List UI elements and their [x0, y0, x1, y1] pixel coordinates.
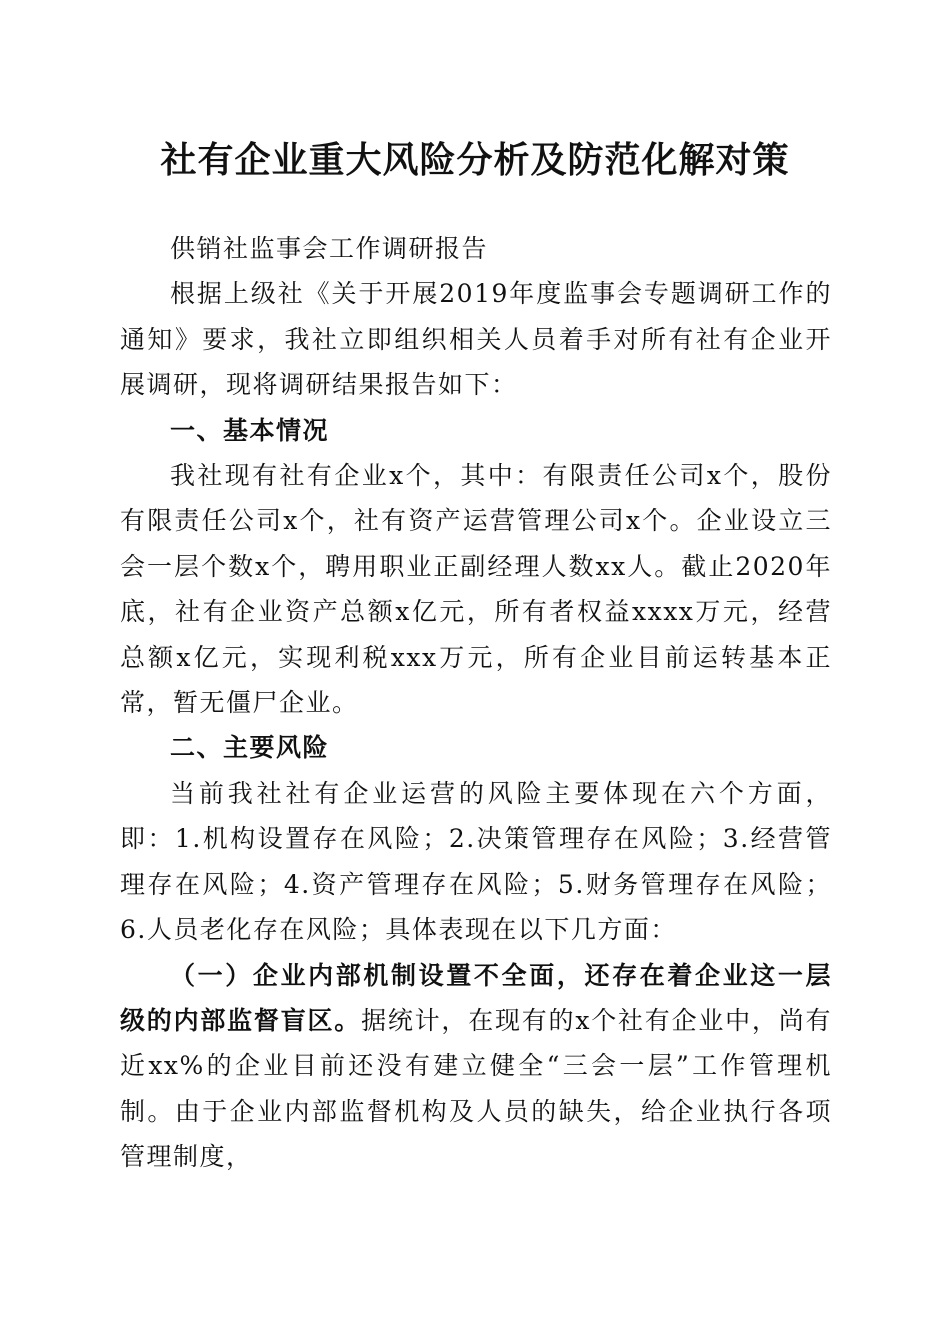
basic-situation-paragraph: 我社现有社有企业x个，其中：有限责任公司x个，股份有限责任公司x个，社有资产运营管理公司x个。企业设立三会一层个数x个，聘用职业正副经理人数xx人。截止2020年底，社有企业资产总额x亿元，所有者权益xxxx万元，经营总额x亿元，实现利税xxx万元，所有企业目前运转基本正常，暂无僵尸企业。 [120, 461, 832, 718]
point-one-lead: （一）企业内部机制设置不全面，还存在着企业这一层级的内部监督盲区。 [120, 960, 832, 1035]
section-heading-basic: 一、基本情况 [170, 415, 330, 445]
subtitle-paragraph: 供销社监事会工作调研报告 [170, 234, 489, 263]
section-heading-risks: 二、主要风险 [170, 733, 330, 763]
point-one-text: 据统计，在现有的x个社有企业中，尚有近xx%的企业目前还没有建立健全“三会一层”工作管理机制。由于企业内部监督机构及人员的缺失，给企业执行各项管理制度， [120, 1005, 832, 1172]
main-risks-paragraph: 当前我社社有企业运营的风险主要体现在六个方面，即：1.机构设置存在风险；2.决策管理存在风险；3.经营管理存在风险；4.资产管理存在风险；5.财务管理存在风险；6.人员老化存在风险；具体表现在以下几方面： [120, 778, 832, 945]
document-title: 社有企业重大风险分析及防范化解对策 [160, 139, 790, 181]
point-one-paragraph [120, 953, 832, 1180]
intro-paragraph: 根据上级社《关于开展2019年度监事会专题调研工作的通知》要求，我社立即组织相关人员着手对所有社有企业开展调研，现将调研结果报告如下： [120, 279, 832, 400]
document-body [120, 226, 832, 1180]
